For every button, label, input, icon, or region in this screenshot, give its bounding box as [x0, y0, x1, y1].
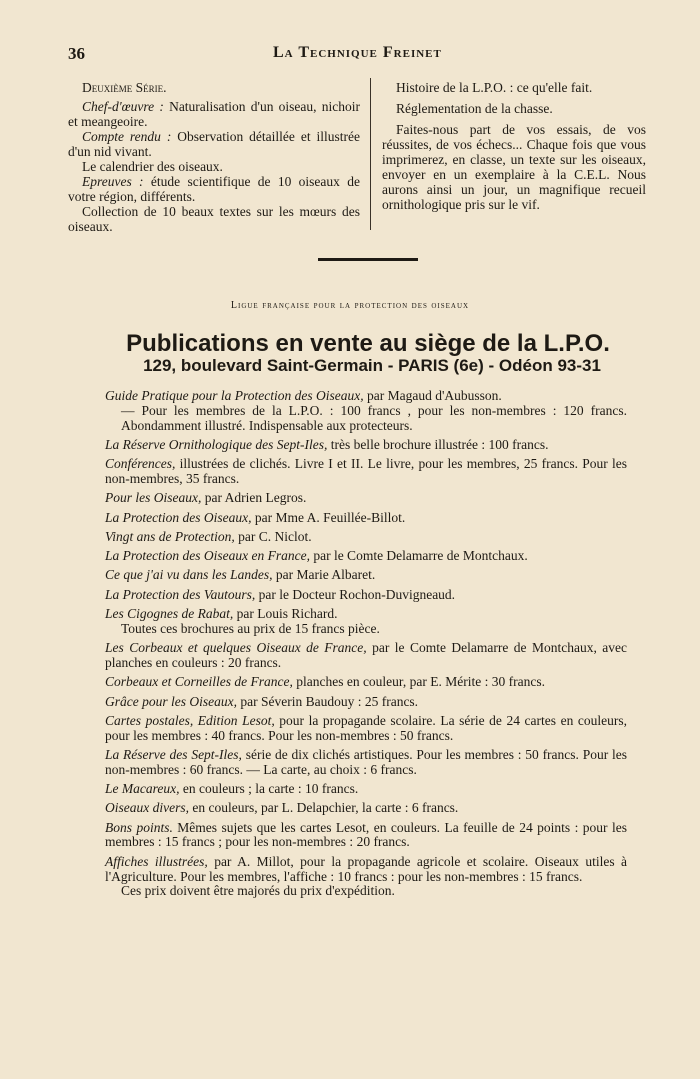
series-heading: Deuxième Série. — [82, 80, 167, 95]
publication-entry — [105, 588, 627, 603]
publication-details: par le Comte Delamarre de Montchaux. — [309, 548, 528, 564]
left-item-text: Naturalisation d'un oiseau, nichoir et meangeoire. — [68, 99, 360, 129]
publication-title: Corbeaux et Corneilles de France, — [105, 674, 293, 690]
publication-details: par Adrien Legros. — [201, 490, 307, 506]
publication-details: par Louis Richard. — [233, 606, 338, 622]
publication-entry — [105, 457, 627, 487]
left-item-text: étude scientifique de 10 oiseaux de votre région, différents. — [68, 174, 360, 204]
publication-entry — [105, 530, 627, 545]
publication-note: Toutes ces brochures au prix de 15 francs pièce. — [121, 620, 380, 636]
publication-title: Les Cigognes de Rabat, — [105, 606, 234, 622]
publication-title: Oiseaux divers, — [105, 800, 189, 816]
publication-details: planches en couleur, par E. Mérite : 30 francs. — [292, 674, 545, 690]
publication-details: par le Docteur Rochon-Duvigneaud. — [255, 586, 456, 602]
left-item-text: Observation détaillée et illustrée d'un nid vivant. — [68, 129, 360, 159]
publication-details: en couleurs, par L. Delapchier, la carte : 6 francs. — [188, 800, 459, 816]
publication-entry — [105, 549, 627, 564]
publication-entry — [105, 821, 627, 851]
right-paragraph: Réglementation de la chasse. — [396, 101, 553, 116]
publication-title: Pour les Oiseaux, — [105, 490, 202, 506]
publication-note: — Pour les membres de la L.P.O. : 100 francs , pour les non-membres : 120 francs. Abondamment illustré. Indispensable aux protecteurs. — [121, 402, 627, 433]
publication-entry — [105, 607, 627, 637]
publication-details: par le Comte Delamarre de Montchaux, avec planches en couleurs : 20 francs. — [105, 640, 627, 670]
publication-details: par Marie Albaret. — [272, 567, 376, 583]
column-divider — [370, 78, 371, 230]
publication-title: La Réserve Ornithologique des Sept-Iles, — [105, 436, 328, 452]
publication-details: pour la propagande scolaire. La série de 24 cartes en couleurs, pour les membres : 40 francs. Pour les non-membres : 50 francs. — [105, 712, 627, 743]
publication-entry — [105, 714, 627, 744]
publication-details: très belle brochure illustrée : 100 francs. — [327, 436, 549, 452]
publication-entry — [105, 695, 627, 710]
publication-details: Mêmes sujets que les cartes Lesot, en couleurs. La feuille de 24 points : pour les membres : 15 francs ; pour les non-membres : 20 francs. — [105, 819, 627, 850]
left-item — [68, 99, 360, 129]
left-item — [68, 129, 360, 159]
publication-title: Bons points. — [105, 819, 173, 835]
left-item-text: Collection de 10 beaux textes sur les mœurs des oiseaux. — [68, 204, 360, 234]
left-item — [68, 159, 360, 174]
publication-details: série de dix clichés artistiques. Pour les membres : 50 francs. Pour les non-membres : 60 francs. — La carte, au choix : 6 francs. — [105, 746, 627, 777]
publication-title: Guide Pratique pour la Protection des Oiseaux, — [105, 388, 364, 403]
publication-title: Grâce pour les Oiseaux, — [105, 693, 237, 709]
publication-title: Ce que j'ai vu dans les Landes, — [105, 567, 273, 583]
publication-title: Les Corbeaux et quelques Oiseaux de France, — [105, 640, 367, 656]
publication-entry — [105, 855, 627, 899]
right-paragraph: Faites-nous part de vos essais, de vos réussites, de vos échecs... Chaque fois que vous imprimerez, en classe, un texte sur les oiseaux, envoyer en un exemplaire à la C.E.L. Nous aurons ainsi un jour, un magnifique recueil ornithologique pris sur le vif. — [382, 122, 646, 212]
publication-details: par Mme A. Feuillée-Billot. — [251, 509, 406, 525]
left-column — [68, 80, 360, 234]
publications-address: 129, boulevard Saint-Germain - PARIS (6e) - Odéon 93-31 — [143, 356, 601, 375]
publication-details: par Séverin Baudouy : 25 francs. — [236, 693, 419, 709]
right-paragraph: Histoire de la L.P.O. : ce qu'elle fait. — [396, 80, 593, 95]
publication-title: Affiches illustrées, — [105, 853, 208, 869]
publication-entry — [105, 801, 627, 816]
publication-entry — [105, 748, 627, 778]
publications-list — [105, 389, 627, 904]
publication-title: La Protection des Vautours, — [105, 586, 256, 602]
publication-entry — [105, 389, 627, 433]
left-items — [68, 99, 360, 234]
left-item-text: Le calendrier des oiseaux. — [82, 159, 223, 174]
publication-entry — [105, 511, 627, 526]
publication-title: La Protection des Oiseaux en France, — [105, 548, 310, 564]
publication-note: Ces prix doivent être majorés du prix d'expédition. — [121, 883, 395, 899]
page-header — [68, 44, 632, 66]
publication-entry — [105, 675, 627, 690]
running-title: La Technique Freinet — [273, 44, 442, 61]
section-rule — [318, 258, 418, 261]
left-item-label: Compte rendu : — [82, 129, 172, 144]
publication-title: La Protection des Oiseaux, — [105, 509, 252, 525]
publications-title: Publications en vente au siège de la L.P.O. — [126, 330, 610, 357]
publication-title: Le Macareux, — [105, 781, 180, 797]
right-column — [382, 80, 646, 216]
left-item — [68, 174, 360, 204]
publication-title: Vingt ans de Protection, — [105, 528, 235, 544]
left-item-label: Epreuves : — [82, 174, 144, 189]
page-number: 36 — [68, 44, 85, 63]
ligue-heading: Ligue française pour la protection des oiseaux — [230, 300, 470, 311]
publication-details: par Magaud d'Aubusson. — [363, 388, 502, 403]
publication-entry — [105, 438, 627, 453]
publication-entry — [105, 782, 627, 797]
publication-title: Cartes postales, Edition Lesot, — [105, 712, 275, 728]
left-item-label: Chef-d'œuvre : — [82, 99, 164, 114]
publication-entry — [105, 641, 627, 671]
publication-details: par A. Millot, pour la propagande agricole et scolaire. Oiseaux utiles à l'Agriculture. Pour les membres, l'affiche : 10 francs : pour les non-membres : 15 francs. — [105, 853, 627, 884]
publication-details: en couleurs ; la carte : 10 francs. — [179, 781, 359, 797]
publication-details: par C. Niclot. — [234, 528, 312, 544]
left-item — [68, 204, 360, 234]
publication-title: La Réserve des Sept-Iles, — [105, 746, 242, 762]
publication-entry — [105, 568, 627, 583]
publication-entry — [105, 491, 627, 506]
publication-details: illustrées de clichés. Livre I et II. Le livre, pour les membres, 25 francs. Pour les non-membres, 35 francs. — [105, 456, 627, 486]
publication-title: Conférences, — [105, 456, 176, 472]
